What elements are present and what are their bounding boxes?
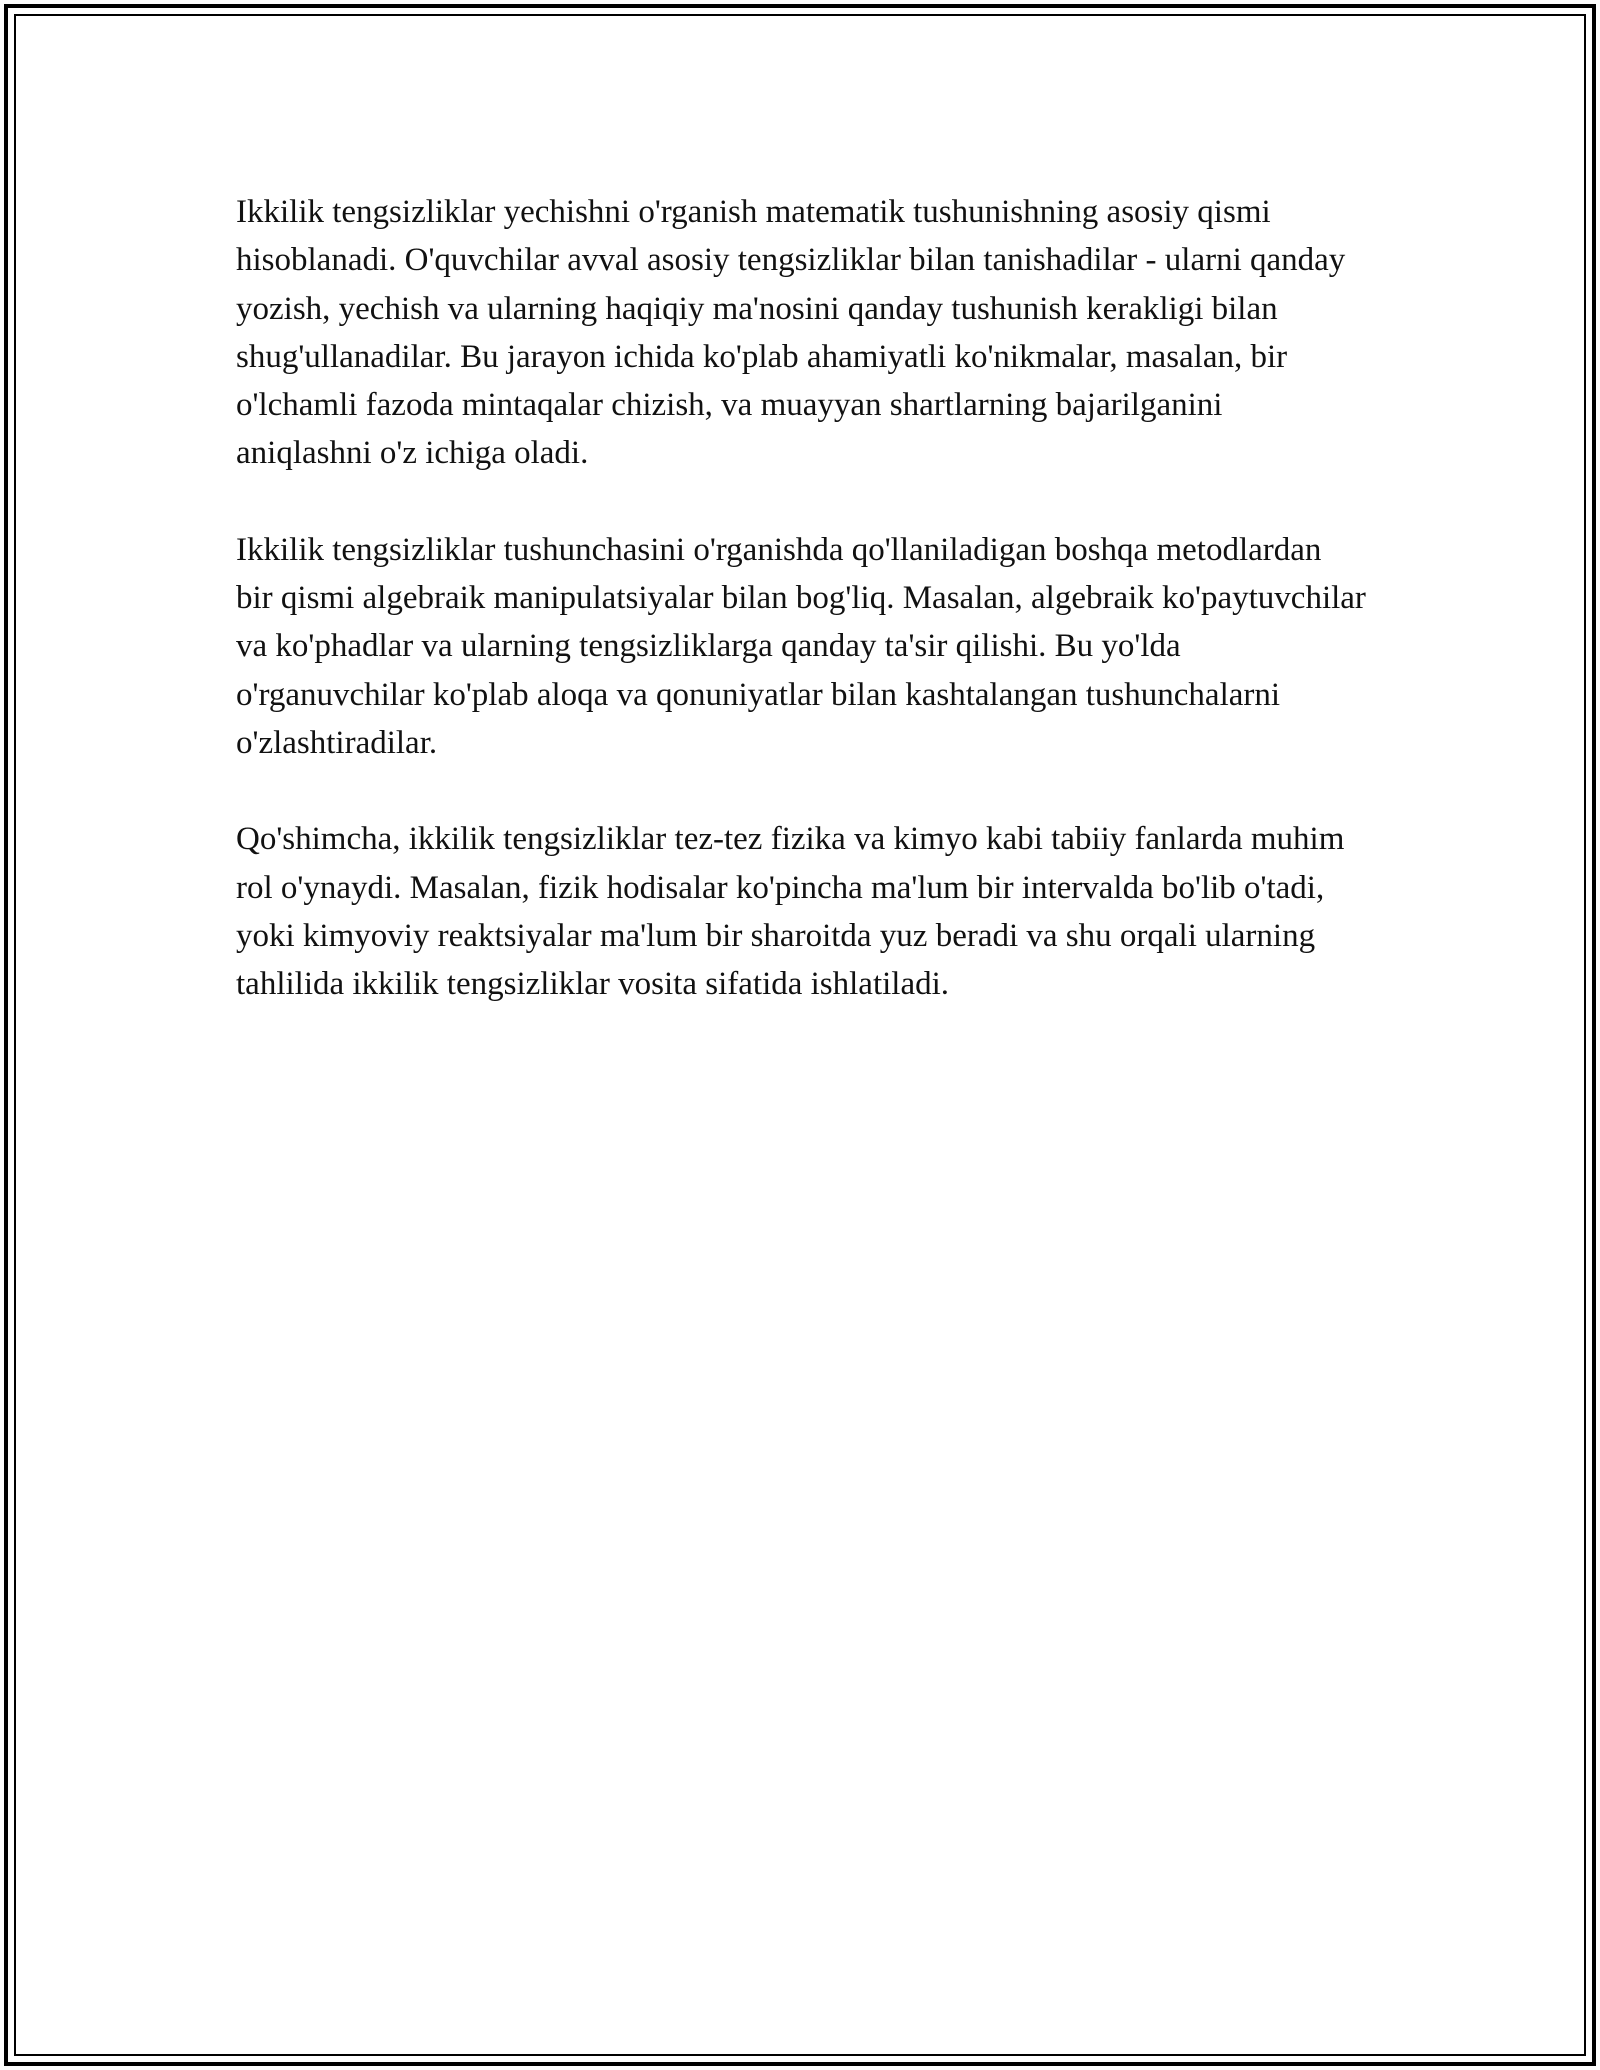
paragraph-1: Ikkilik tengsizliklar yechishni o'rganish matematik tushunishning asosiy qismi hisoblanadi. O'quvchilar avval asosiy tengsizliklar bilan tanishadilar - ularni qanday yozish, yechish va ularning haqiqiy ma'nosini qanday tushunish kerakligi bilan shug'ullanadilar. Bu jarayon ichida ko'plab ahamiyatli ko'nikmalar, masalan, bir o'lchamli fazoda mintaqalar chizish, va muayyan shartlarning bajarilganini aniqlashni o'z ichiga oladi. [236, 194, 1346, 472]
paragraph-2: Ikkilik tengsizliklar tushunchasini o'rganishda qo'llaniladigan boshqa metodlardan bir qismi algebraik manipulatsiyalar bilan bog'liq. Masalan, algebraik ko'paytuvchilar va ko'phadlar va ularning tengsizliklarga qanday ta'sir qilishi. Bu yo'lda o'rganuvchilar ko'plab aloqa va qonuniyatlar bilan kashtalangan tushunchalarni o'zlashtiradilar. [236, 531, 1366, 761]
paragraph-3: Qo'shimcha, ikkilik tengsizliklar tez-tez fizika va kimyo kabi tabiiy fanlarda muhim rol o'ynaydi. Masalan, fizik hodisalar ko'pincha ma'lum bir intervalda bo'lib o'tadi, yoki kimyoviy reaktsiyalar ma'lum bir sharoitda yuz beradi va shu orqali ularning tahlilida ikkilik tengsizliklar vosita sifatida ishlatiladi. [236, 821, 1345, 1003]
document-body [236, 188, 1366, 1056]
